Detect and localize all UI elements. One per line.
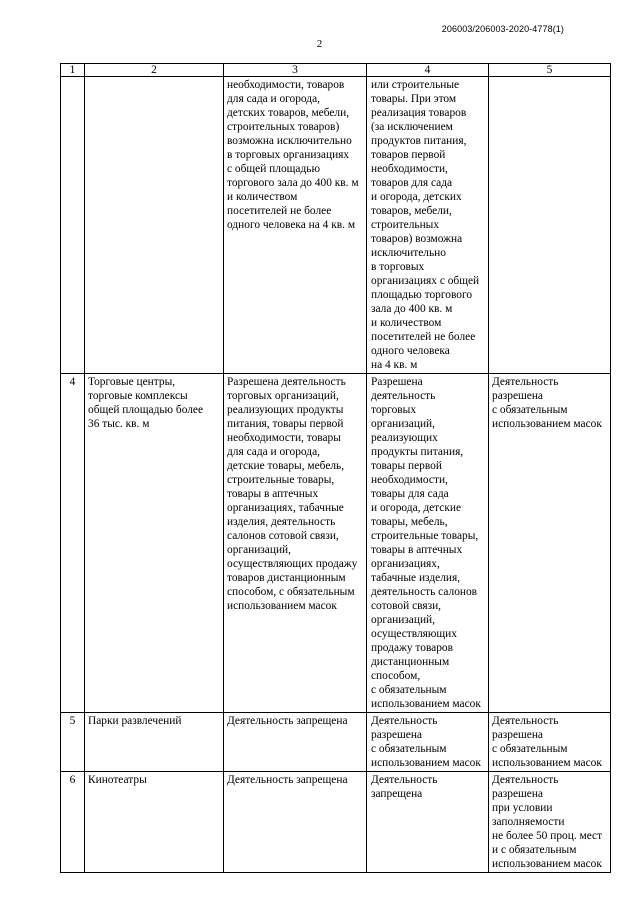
regime-cell: Деятельность разрешена с обязательным использованием масок (489, 374, 611, 713)
column-header: 4 (367, 64, 489, 77)
table-row (61, 77, 611, 374)
row-number: 6 (61, 772, 85, 873)
regime-cell: Деятельность запрещена (224, 772, 367, 873)
page-number: 2 (316, 38, 323, 50)
regime-cell: Деятельность запрещена (224, 713, 367, 772)
table-row (61, 374, 611, 713)
regime-cell: Деятельность запрещена (367, 772, 489, 873)
regime-cell: Разрешена деятельность торговых организаций, реализующих продукты питания, товары первой необходимости, товары для сада и огорода, детские товары, мебель, строительные товары, товары в аптечных организациях, табачные изделия, деятельность салонов сотовой связи, организаций, осуществляющих продажу товаров дистанционным способом, с обязательным использованием масок (367, 374, 489, 713)
regime-cell: Деятельность разрешена с обязательным использованием масок (367, 713, 489, 772)
column-header: 3 (224, 64, 367, 77)
column-header: 5 (489, 64, 611, 77)
regime-cell: Разрешена деятельность торговых организаций, реализующих продукты питания, товары первой необходимости, товары для сада и огорода, детские товары, мебель, строительные товары, товары в аптечных организациях, табачные изделия, деятельность салонов сотовой связи, организаций, осуществляющих продажу товаров дистанционным способом, с обязательным использованием масок (224, 374, 367, 713)
regime-cell: Деятельность разрешена с обязательным использованием масок (489, 713, 611, 772)
facility-name: Кинотеатры (85, 772, 224, 873)
row-number: 4 (61, 374, 85, 713)
row-number: 5 (61, 713, 85, 772)
regime-cell (489, 77, 611, 374)
column-header: 2 (85, 64, 224, 77)
regime-cell: необходимости, товаров для сада и огорода, детских товаров, мебели, строительных товаров) возможна исключительно в торговых организациях с общей площадью торгового зала до 400 кв. м и количеством посетителей не более одного человека на 4 кв. м (224, 77, 367, 374)
facility-name: Парки развлечений (85, 713, 224, 772)
regime-cell: Деятельность разрешена при условии заполняемости не более 50 проц. мест и с обязательным использованием масок (489, 772, 611, 873)
regime-cell: или строительные товары. При этом реализация товаров (за исключением продуктов питания, товаров первой необходимости, товаров для сада и огорода, детских товаров, мебели, строительных товаров) возможна исключительно в торговых организациях с общей площадью торгового зала до 400 кв. м и количеством посетителей не более одного человека на 4 кв. м (367, 77, 489, 374)
facility-name (85, 77, 224, 374)
row-number (61, 77, 85, 374)
column-header: 1 (61, 64, 85, 77)
facility-name: Торговые центры, торговые комплексы общей площадью более 36 тыс. кв. м (85, 374, 224, 713)
table-row (61, 713, 611, 772)
regulation-table (60, 63, 611, 873)
table-row (61, 772, 611, 873)
table-header-row (61, 64, 611, 77)
document-id: 206003/206003-2020-4778(1) (441, 24, 564, 34)
